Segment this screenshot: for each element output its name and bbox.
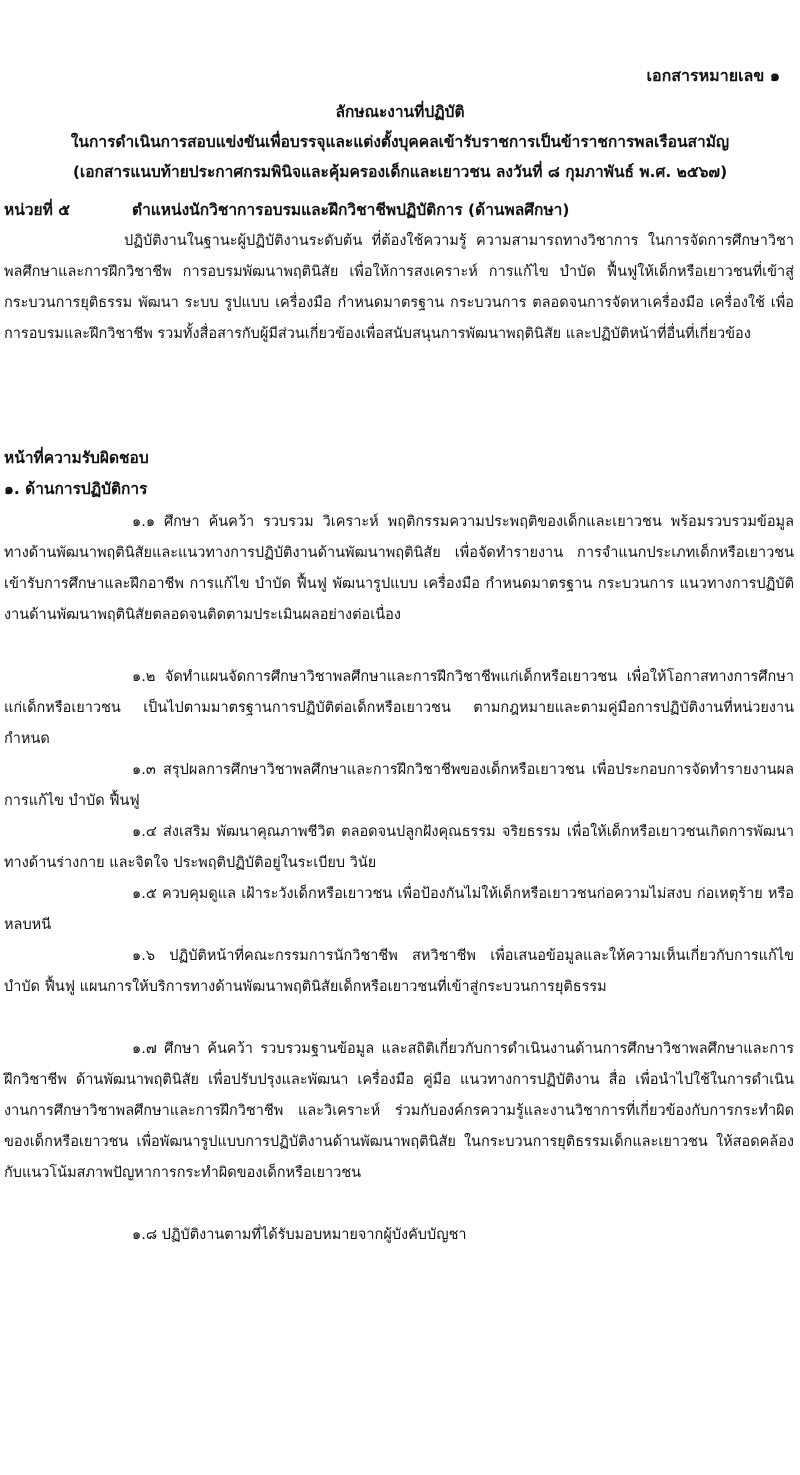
item-1-3: ๑.๓ สรุปผลการศึกษาวิชาพลศึกษาและการฝึกวิชาชีพของเด็กหรือเยาวชน เพื่อประกอบการจัดทำรายงานผลการแก้ไข บำบัด ฟื้นฟู [4, 762, 794, 809]
title-line-3: (เอกสารแนบท้ายประกาศกรมพินิจและคุ้มครองเด็กและเยาวชน ลงวันที่ ๘ กุมภาพันธ์ พ.ศ. ๒๕๖๗) [72, 163, 728, 181]
item-1-6: ๑.๖ ปฏิบัติหน้าที่คณะกรรมการนักวิชาชีพ สหวิชาชีพ เพื่อเสนอข้อมูลและให้ความเห็นเกี่ยวกับการแก้ไข บำบัด ฟื้นฟู แผนการให้บริการทางด้านพัฒนาพฤตินิสัยเด็กหรือเยาวชนที่เข้าสู่กระบวนการยุติธรรม [4, 948, 794, 995]
title-line-2: ในการดำเนินการสอบแข่งขันเพื่อบรรจุและแต่งตั้งบุคคลเข้ารับราชการเป็นข้าราชการพลเรือนสามัญ [70, 133, 730, 151]
item-1-5: ๑.๕ ควบคุมดูแล เฝ้าระวังเด็กหรือเยาวชน เพื่อป้องกันไม่ให้เด็กหรือเยาวชนก่อความไม่สงบ ก่อเหตุร้าย หรือหลบหนี [4, 886, 794, 933]
item-1-4: ๑.๔ ส่งเสริม พัฒนาคุณภาพชีวิต ตลอดจนปลูกฝังคุณธรรม จริยธรรม เพื่อให้เด็กหรือเยาวชนเกิดการพัฒนาทางด้านร่างกาย และจิตใจ ประพฤติปฏิบัติอยู่ในระเบียบ วินัย [4, 824, 794, 871]
item-1-7: ๑.๗ ศึกษา ค้นคว้า รวบรวมฐานข้อมูล และสถิติเกี่ยวกับการดำเนินงานด้านการศึกษาวิชาพลศึกษาและการฝึกวิชาชีพ ด้านพัฒนาพฤตินิสัย เพื่อปรับปรุงและพัฒนา เครื่องมือ คู่มือ แนวทางการปฏิบัติงาน สื่อ เพื่อนำไปใช้ในการดำเนินงานการศึกษาวิชาพลศึกษาและการฝึกวิชาชีพ และวิเคราะห์ ร่วมกับองค์กรความรู้และงานวิชาการที่เกี่ยวข้องกับการกระทำผิดของเด็กหรือเยาวชน เพื่อพัฒนารูปแบบการปฏิบัติงานด้านพัฒนาพฤตินิสัย ในกระบวนการยุติธรรมเด็กและเยาวชน ให้สอดคล้องกับแนวโน้มสภาพปัญหาการกระทำผิดของเด็กหรือเยาวชน [4, 1041, 794, 1181]
unit-label: หน่วยที่ ๕ [4, 201, 70, 219]
section1-heading: ๑. ด้านการปฏิบัติการ [4, 480, 148, 498]
intro-paragraph: ปฏิบัติงานในฐานะผู้ปฏิบัติงานระดับต้น ที่ต้องใช้ความรู้ ความสามารถทางวิชาการ ในการจัดการศึกษาวิชาพลศึกษาและการฝึกวิชาชีพ การอบรมพัฒนาพฤตินิสัย เพื่อให้การสงเคราะห์ การแก้ไข บำบัด ฟื้นฟูให้เด็กหรือเยาวชนที่เข้าสู่กระบวนการยุติธรรม พัฒนา ระบบ รูปแบบ เครื่องมือ กำหนดมาตรฐาน กระบวนการ ตลอดจนการจัดหาเครื่องมือ เครื่องใช้ เพื่อการอบรมและฝึกวิชาชีพ รวมทั้งสื่อสารกับผู้มีส่วนเกี่ยวข้องเพื่อสนับสนุนการพัฒนาพฤตินิสัย และปฏิบัติหน้าที่อื่นที่เกี่ยวข้อง [4, 233, 794, 342]
document-number: เอกสารหมายเลข ๑ [646, 66, 780, 85]
document-header [10, 97, 790, 187]
unit-row [4, 195, 794, 226]
position-title: ตำแหน่งนักวิชาการอบรมและฝึกวิชาชีพปฏิบัติการ (ด้านพลศึกษา) [132, 201, 570, 219]
responsibilities-heading: หน้าที่ความรับผิดชอบ [4, 449, 149, 467]
item-1-8: ๑.๘ ปฏิบัติงานตามที่ได้รับมอบหมายจากผู้บังคับบัญชา [132, 1227, 467, 1243]
item-1-1: ๑.๑ ศึกษา ค้นคว้า รวบรวม วิเคราะห์ พฤติกรรมความประพฤติของเด็กและเยาวชน พร้อมรวบรวมข้อมูล ทางด้านพัฒนาพฤตินิสัยและแนวทางการปฏิบัติงานด้านพัฒนาพฤตินิสัย เพื่อจัดทำรายงาน การจำแนกประเภทเด็กหรือเยาวชนเข้ารับการศึกษาและฝึกอาชีพ การแก้ไข บำบัด ฟื้นฟู พัฒนารูปแบบ เครื่องมือ กำหนดมาตรฐาน กระบวนการ แนวทางการปฏิบัติงานด้านพัฒนาพฤตินิสัยตลอดจนติดตามประเมินผลอย่างต่อเนื่อง [4, 514, 794, 623]
title-line-1: ลักษณะงานที่ปฏิบัติ [335, 103, 465, 121]
item-1-2: ๑.๒ จัดทำแผนจัดการศึกษาวิชาพลศึกษาและการฝึกวิชาชีพแก่เด็กหรือเยาวชน เพื่อให้โอกาสทางการศึกษาแก่เด็กหรือเยาวชน เป็นไปตามมาตรฐานการปฏิบัติต่อเด็กหรือเยาวชน ตามกฎหมายและตามคู่มือการปฏิบัติงานที่หน่วยงานกำหนด [4, 669, 794, 747]
